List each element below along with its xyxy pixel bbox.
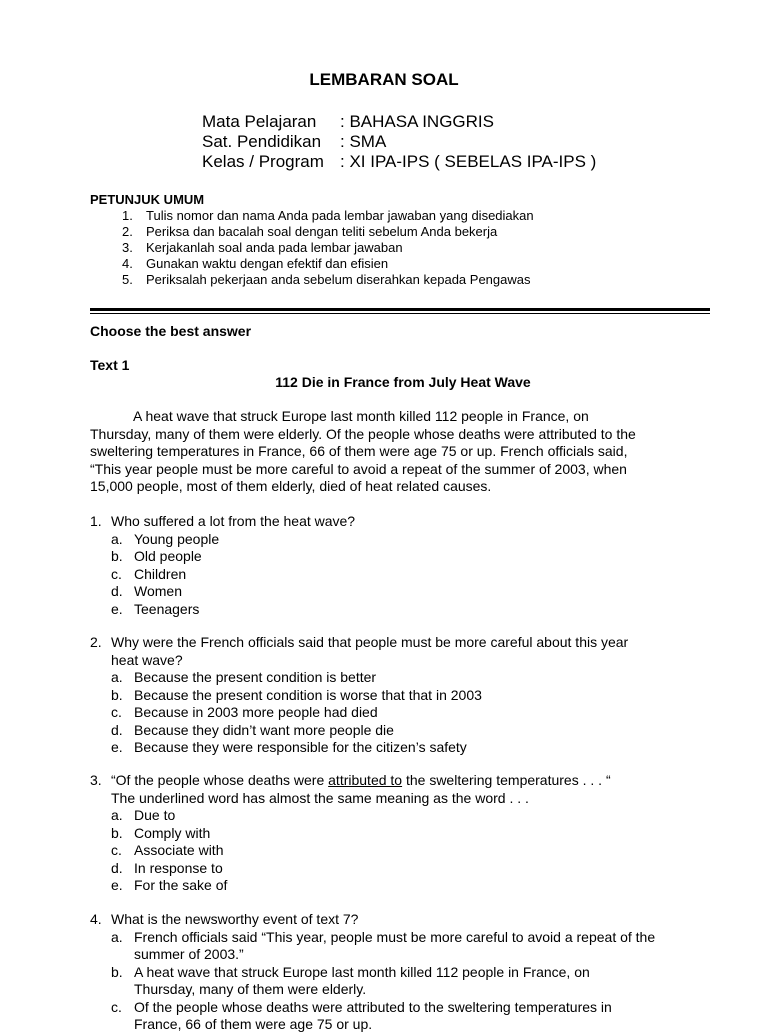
- option-letter: e.: [111, 877, 123, 893]
- instruction-number: 3.: [122, 240, 133, 255]
- option-text: Comply with: [134, 824, 211, 841]
- question-text-continued: The underlined word has almost the same meaning as the word . . .: [111, 789, 529, 806]
- question-text: What is the newsworthy event of text 7?: [111, 911, 359, 927]
- instruction-item: [122, 224, 534, 240]
- option-letter: a.: [111, 928, 123, 945]
- instruction-text: Kerjakanlah soal anda pada lembar jawaban: [146, 240, 403, 255]
- question-text: Why were the French officials said that people must be more careful about this year: [111, 634, 629, 650]
- meta-value: : XI IPA-IPS ( SEBELAS IPA-IPS ): [340, 152, 597, 171]
- option-letter: c.: [111, 565, 122, 582]
- instruction-text: Periksa dan bacalah soal dengan teliti sebelum Anda bekerja: [146, 224, 498, 239]
- option-text: Because they were responsible for the citizen’s safety: [134, 739, 467, 755]
- divider-thick: [90, 308, 710, 311]
- option-text: Of the people whose deaths were attributed to the sweltering temperatures in: [134, 998, 612, 1015]
- instruction-item: [122, 240, 534, 256]
- instruction-number: 5.: [122, 272, 133, 287]
- instruction-text: Periksalah pekerjaan anda sebelum diserahkan kepada Pengawas: [146, 272, 531, 287]
- option-item: [111, 601, 355, 619]
- option-item: [111, 704, 628, 722]
- instruction-number: 1.: [122, 208, 133, 223]
- instruction-number: 2.: [122, 224, 133, 239]
- question-4: [90, 911, 655, 1034]
- option-letter: a.: [111, 807, 123, 823]
- options-list: [90, 531, 355, 619]
- option-text: Associate with: [134, 842, 224, 858]
- option-text-continued: France, 66 of them were age 75 or up.: [134, 1016, 373, 1032]
- option-letter: a.: [111, 530, 123, 547]
- question-text-after: the sweltering temperatures . . . “: [402, 772, 611, 788]
- question-3: [90, 772, 611, 895]
- option-text-continued: summer of 2003.”: [134, 946, 244, 962]
- passage-line: 15,000 people, most of them elderly, died of heat related causes.: [90, 478, 492, 494]
- option-text: French officials said “This year, people must be more careful to avoid a repeat of the: [134, 928, 656, 945]
- option-letter: e.: [111, 600, 123, 617]
- option-text: Due to: [134, 807, 176, 823]
- underlined-phrase: attributed to: [328, 772, 403, 788]
- instruction-number: 4.: [122, 256, 133, 271]
- question-number: 3.: [90, 772, 102, 788]
- option-letter: d.: [111, 859, 123, 876]
- section-instruction: Choose the best answer: [90, 323, 252, 339]
- option-letter: b.: [111, 548, 123, 564]
- text-label: Text 1: [90, 357, 130, 373]
- instruction-text: Tulis nomor dan nama Anda pada lembar jawaban yang disediakan: [146, 208, 534, 223]
- instruction-item: [122, 272, 534, 288]
- question-1: [90, 513, 355, 618]
- meta-value: : SMA: [340, 132, 387, 151]
- question-number: 1.: [90, 513, 102, 529]
- option-text: Children: [134, 565, 187, 582]
- option-letter: c.: [111, 704, 122, 720]
- passage-line: Thursday, many of them were elderly. Of the people whose deaths were attributed to the: [90, 425, 636, 442]
- option-letter: b.: [111, 824, 123, 841]
- option-text: In response to: [134, 859, 223, 876]
- instruction-item: [122, 208, 534, 224]
- option-item: [111, 877, 611, 895]
- passage-line: sweltering temperatures in France, 66 of them were age 75 or up. French officials said,: [90, 443, 628, 459]
- option-text-continued: Thursday, many of them were elderly.: [134, 981, 367, 997]
- option-text: Young people: [134, 530, 220, 547]
- option-text: Because the present condition is worse that that in 2003: [134, 686, 482, 703]
- question-text-continued: heat wave?: [111, 651, 183, 668]
- option-text: Because the present condition is better: [134, 669, 377, 685]
- divider-thin: [90, 313, 710, 314]
- options-list: [90, 929, 655, 1034]
- option-item: [111, 999, 655, 1034]
- option-letter: e.: [111, 739, 123, 755]
- text-title: 112 Die in France from July Heat Wave: [275, 374, 531, 390]
- page-title: LEMBARAN SOAL: [309, 70, 459, 89]
- meta-value: : BAHASA INGGRIS: [340, 112, 494, 131]
- option-letter: c.: [111, 842, 122, 858]
- option-text: A heat wave that struck Europe last month killed 112 people in France, on: [134, 963, 590, 980]
- option-item: [111, 583, 355, 601]
- meta-label: Kelas / Program: [202, 152, 324, 171]
- option-text: Because in 2003 more people had died: [134, 704, 378, 720]
- instructions-heading: PETUNJUK UMUM: [90, 192, 205, 207]
- instruction-item: [122, 256, 534, 272]
- instruction-text: Gunakan waktu dengan efektif dan efisien: [146, 256, 389, 271]
- option-item: [111, 807, 611, 825]
- option-letter: c.: [111, 998, 122, 1015]
- option-letter: d.: [111, 721, 123, 738]
- option-item: [111, 929, 655, 964]
- question-text-before: “Of the people whose deaths were: [111, 772, 329, 788]
- meta-row-class: [202, 152, 596, 172]
- question-number: 4.: [90, 911, 102, 927]
- question-number: 2.: [90, 634, 102, 650]
- options-list: [90, 807, 611, 895]
- passage-line: A heat wave that struck Europe last month killed 112 people in France, on: [133, 408, 589, 424]
- option-item: [111, 531, 355, 549]
- options-list: [90, 669, 628, 757]
- question-2: [90, 634, 628, 757]
- passage-line: “This year people must be more careful to avoid a repeat of the summer of 2003, when: [90, 460, 627, 477]
- meta-label: Mata Pelajaran: [202, 112, 317, 131]
- option-text: Old people: [134, 548, 202, 564]
- option-item: [111, 548, 355, 566]
- option-item: [111, 842, 611, 860]
- meta-row-subject: [202, 112, 494, 132]
- meta-row-level: [202, 132, 386, 152]
- option-letter: d.: [111, 583, 123, 599]
- option-item: [111, 739, 628, 757]
- option-text: For the sake of: [134, 877, 228, 893]
- option-item: [111, 825, 611, 843]
- option-item: [111, 860, 611, 878]
- option-item: [111, 722, 628, 740]
- option-item: [111, 687, 628, 705]
- option-item: [111, 669, 628, 687]
- option-text: Because they didn’t want more people die: [134, 721, 394, 738]
- question-text: Who suffered a lot from the heat wave?: [111, 513, 356, 529]
- option-text: Women: [134, 583, 182, 599]
- option-item: [111, 964, 655, 999]
- option-text: Teenagers: [134, 600, 200, 617]
- option-letter: b.: [111, 686, 123, 703]
- option-letter: b.: [111, 963, 123, 980]
- instructions-list: [122, 208, 534, 288]
- meta-label: Sat. Pendidikan: [202, 132, 322, 151]
- option-letter: a.: [111, 669, 123, 685]
- reading-passage: [90, 408, 720, 496]
- option-item: [111, 566, 355, 584]
